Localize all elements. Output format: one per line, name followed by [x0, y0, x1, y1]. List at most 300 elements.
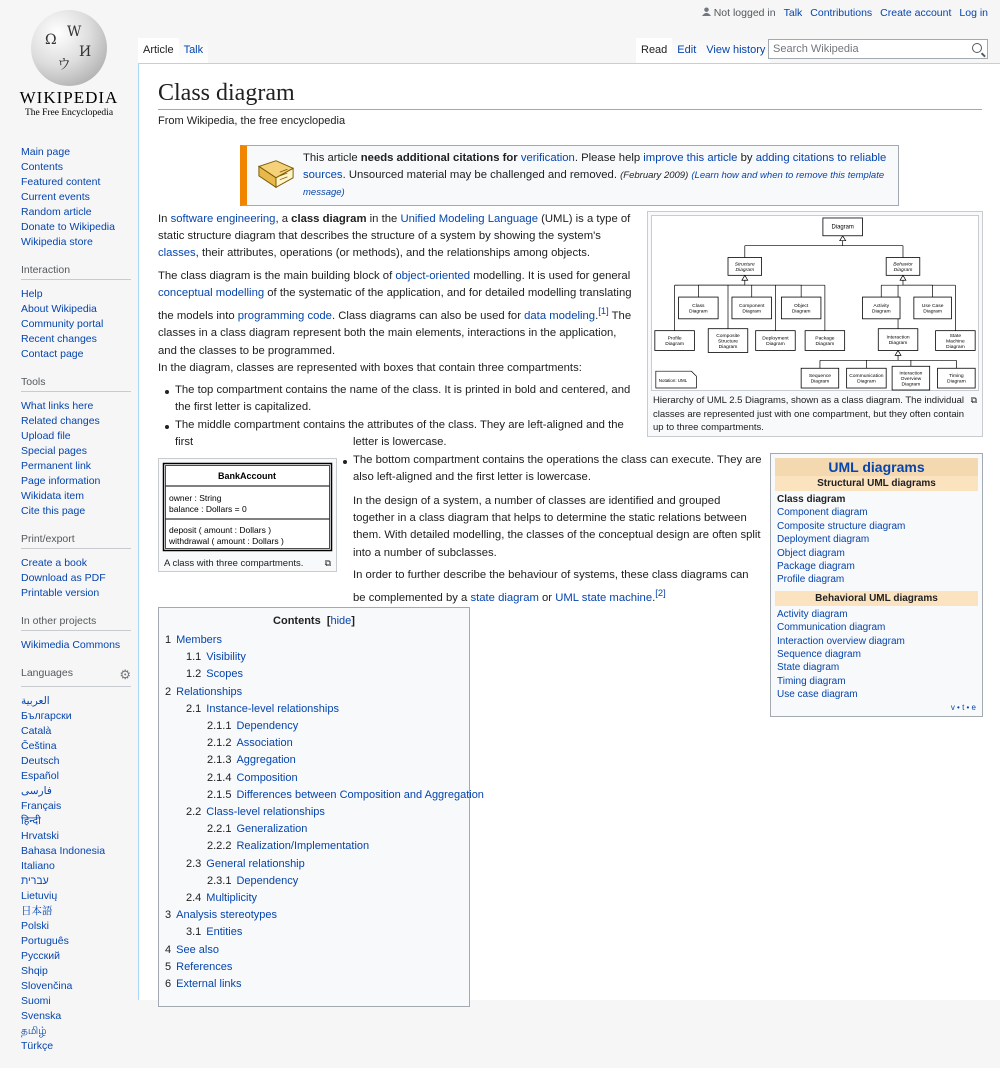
- navbox-item-structural-3[interactable]: [777, 533, 976, 546]
- search-input[interactable]: [768, 39, 988, 59]
- toc-number: 2.2.1: [207, 823, 232, 836]
- toc-item[interactable]: [165, 770, 463, 787]
- navbox-item-structural-1[interactable]: [777, 506, 976, 519]
- sidebar-item-language-link[interactable]: Български: [21, 710, 72, 722]
- sidebar-item-language-link[interactable]: Français: [21, 800, 62, 812]
- toc-text: Aggregation: [236, 754, 296, 767]
- thumbnail-caption: ⧉ Hierarchy of UML 2.5 Diagrams, shown as a class diagram. The individual classes are represented just with one compartment, but they often contain up to three compartments.: [653, 395, 977, 433]
- sidebar-item-language-link[interactable]: فارسی: [21, 785, 52, 797]
- link-object-oriented[interactable]: object-oriented: [395, 270, 471, 282]
- sidebar-item-nav-5[interactable]: [21, 220, 131, 235]
- toc-text: Multiplicity: [206, 892, 258, 905]
- navbox-item-behavioral-link[interactable]: Timing diagram: [777, 675, 846, 687]
- sidebar-item-language-link[interactable]: Español: [21, 770, 59, 782]
- class-attribute: owner : String: [169, 493, 222, 503]
- sidebar-item-interaction-0[interactable]: [21, 287, 131, 302]
- user-icon: [702, 7, 711, 16]
- content-area: [138, 63, 1000, 1000]
- tab-talk[interactable]: Talk: [179, 38, 209, 63]
- navbox-item-structural-link[interactable]: Composite structure diagram: [777, 520, 906, 532]
- toc-item[interactable]: [165, 684, 463, 701]
- toc-item[interactable]: [165, 907, 463, 924]
- sidebar-item-nav-link[interactable]: Current events: [21, 191, 90, 203]
- uml-node-label: Class: [692, 304, 705, 310]
- contributions-link[interactable]: Contributions: [810, 7, 873, 19]
- uml-hierarchy-thumbnail: [647, 211, 983, 437]
- sidebar-item-tools-link[interactable]: What links here: [21, 400, 94, 412]
- sidebar-item-print-0[interactable]: [21, 556, 131, 571]
- uml-node-label: Diagram: [742, 309, 762, 315]
- uml-node-label: Diagram: [888, 341, 908, 347]
- uml-node-label: Interaction: [899, 371, 923, 377]
- sidebar-item-project-link[interactable]: Wikimedia Commons: [21, 639, 121, 651]
- navbox-item-behavioral-link[interactable]: Activity diagram: [777, 608, 848, 620]
- uml-node-label: Structure: [717, 339, 739, 345]
- navbox-item-structural-6[interactable]: [777, 573, 976, 586]
- toc-link[interactable]: [186, 892, 257, 904]
- toc-item[interactable]: [165, 873, 463, 890]
- toc-number: 1: [165, 634, 172, 646]
- uml-node-label: Diagram: [901, 382, 921, 388]
- class-operation: withdrawal ( amount : Dollars ): [169, 536, 284, 546]
- print-heading: Print/export: [21, 533, 131, 549]
- toc-number: 1.2: [186, 668, 202, 681]
- sidebar: [21, 145, 131, 1068]
- uml-node-label: Diagram: [831, 224, 854, 231]
- sidebar-item-interaction-link[interactable]: Help: [21, 288, 43, 300]
- projects-heading: In other projects: [21, 615, 131, 631]
- class-attribute: balance : Dollars = 0: [169, 504, 247, 514]
- sidebar-item-print-link[interactable]: Printable version: [21, 587, 100, 599]
- sidebar-item-language-link[interactable]: Hrvatski: [21, 830, 59, 842]
- sidebar-item-interaction-1[interactable]: [21, 302, 131, 317]
- uml-node-label: Diagram: [871, 309, 891, 315]
- toc-item[interactable]: [165, 976, 463, 993]
- sidebar-item-language-10[interactable]: [21, 844, 131, 859]
- sidebar-item-interaction-3[interactable]: [21, 332, 131, 347]
- sidebar-item-language-9[interactable]: [21, 829, 131, 844]
- sidebar-item-language-link[interactable]: Lietuvių: [21, 890, 58, 902]
- toc-link[interactable]: [207, 875, 298, 887]
- toc-link[interactable]: [165, 978, 242, 990]
- sidebar-item-nav-0[interactable]: [21, 145, 131, 160]
- navbox-item-behavioral-1[interactable]: [777, 621, 976, 634]
- navbox-title[interactable]: UML diagrams: [775, 458, 978, 476]
- navbox-item-structural-5[interactable]: [777, 560, 976, 573]
- bullet-middle-compartment: The middle compartment contains the attributes of the class. They are left-aligned and the first: [175, 419, 624, 449]
- toc-number: 5: [165, 960, 172, 973]
- link-software-engineering[interactable]: software engineering: [170, 213, 276, 225]
- sidebar-item-language-4[interactable]: [21, 754, 131, 769]
- uml-node-label: Timing: [949, 374, 964, 380]
- link-state-diagram[interactable]: state diagram: [470, 591, 539, 604]
- toc-number: 3.1: [186, 926, 202, 939]
- toc-text: Entities: [206, 926, 243, 939]
- uml-node-label: Diagram: [689, 309, 708, 315]
- sidebar-item-language-link[interactable]: Shqip: [21, 965, 48, 977]
- toc-number: 2.1.1: [207, 720, 232, 733]
- sidebar-item-language-link[interactable]: Italiano: [21, 860, 55, 872]
- reference-2[interactable]: [2]: [655, 587, 666, 599]
- sidebar-item-language-20[interactable]: [21, 994, 131, 1009]
- improve-article-link[interactable]: improve this article: [643, 152, 738, 164]
- bullet-icon: [343, 460, 347, 464]
- toc-text: Analysis stereotypes: [176, 909, 278, 922]
- sidebar-item-tools-link[interactable]: Page information: [21, 475, 101, 487]
- navbox-item-behavioral-link[interactable]: Use case diagram: [777, 689, 858, 701]
- uml-node-label: Diagram: [815, 342, 835, 348]
- toc-heading: Contents [hide]: [273, 615, 355, 627]
- sidebar-item-print-1[interactable]: [21, 571, 131, 586]
- navbox-item-behavioral-link[interactable]: State diagram: [777, 662, 840, 674]
- toc-link[interactable]: [207, 754, 296, 766]
- toc-link[interactable]: [207, 737, 293, 749]
- toc-item[interactable]: [165, 718, 463, 735]
- toc-link[interactable]: [186, 858, 305, 870]
- toc-item[interactable]: [165, 838, 463, 855]
- sidebar-item-language-1[interactable]: [21, 709, 131, 724]
- sidebar-item-language-15[interactable]: [21, 919, 131, 934]
- sidebar-item-language-22[interactable]: [21, 1024, 131, 1039]
- toc-link[interactable]: [207, 789, 484, 801]
- sidebar-item-nav-2[interactable]: [21, 175, 131, 190]
- toc-link[interactable]: [207, 823, 307, 835]
- uml-node-label: Diagram: [665, 342, 684, 348]
- uml-node-label: Behavior: [893, 262, 913, 268]
- class-operation: deposit ( amount : Dollars ): [169, 525, 272, 535]
- sidebar-projects: [21, 615, 131, 653]
- sidebar-item-language-14[interactable]: [21, 904, 131, 919]
- bank-account-class-diagram[interactable]: [162, 462, 333, 552]
- sidebar-item-nav-6[interactable]: [21, 235, 131, 250]
- toc-item[interactable]: [165, 787, 484, 804]
- sidebar-item-language-11[interactable]: [21, 859, 131, 874]
- sidebar-item-language-link[interactable]: Svenska: [21, 1010, 62, 1022]
- table-of-contents: [158, 607, 484, 1007]
- navbox-item-behavioral-3[interactable]: [777, 648, 976, 661]
- generalization-arrow: [742, 275, 748, 280]
- toc-link[interactable]: [165, 634, 222, 646]
- link-data-modeling[interactable]: data modeling: [524, 310, 596, 323]
- toc-item[interactable]: [165, 924, 463, 941]
- sidebar-item-tools-1[interactable]: [21, 414, 131, 429]
- navbox-group-behavioral: Behavioral UML diagrams: [775, 591, 978, 606]
- link-uml[interactable]: Unified Modeling Language: [400, 213, 538, 225]
- navbox-item-behavioral-2[interactable]: [777, 635, 976, 648]
- toc-link[interactable]: [165, 686, 242, 698]
- sidebar-item-language-21[interactable]: [21, 1009, 131, 1024]
- navbox-item-behavioral-link[interactable]: Communication diagram: [777, 622, 886, 634]
- uml-node-label: Structure: [734, 262, 755, 268]
- navbox-vte-links[interactable]: v • t • e: [950, 703, 976, 712]
- link-classes[interactable]: classes: [158, 247, 196, 260]
- intro-paragraph-1: In software engineering, a class diagram in the Unified Modeling Language (UML) is a type of static structure diagram that describes the structure of a system by showing the system's classes, their attributes, operations (or methods), and the relationships among objects.: [158, 213, 631, 260]
- toc-text: External links: [176, 978, 242, 991]
- languages-heading: Languages ⚙: [21, 667, 131, 687]
- sidebar-item-interaction-link[interactable]: Recent changes: [21, 333, 97, 345]
- toc-number: 3: [165, 909, 172, 922]
- paragraph-behaviour: In order to further describe the behaviour of systems, these class diagrams can be complemented by a state diagram or UML state machine.[2]: [353, 569, 749, 604]
- toc-link[interactable]: [207, 772, 298, 784]
- toc-link[interactable]: [186, 703, 339, 715]
- sidebar-item-interaction-link[interactable]: Community portal: [21, 318, 104, 330]
- sidebar-item-language-link[interactable]: Türkçe: [21, 1040, 54, 1052]
- uml-node-label: Diagram: [810, 379, 830, 385]
- sidebar-item-language-3[interactable]: [21, 739, 131, 754]
- sidebar-item-language-16[interactable]: [21, 934, 131, 949]
- navbox-item-behavioral-link[interactable]: Sequence diagram: [777, 649, 861, 661]
- toc-hide-toggle[interactable]: hide: [330, 615, 352, 627]
- navbox-item-structural-link[interactable]: Component diagram: [777, 507, 868, 519]
- sidebar-item-tools-link[interactable]: Special pages: [21, 445, 87, 457]
- sidebar-item-language-link[interactable]: Polski: [21, 920, 50, 932]
- uml-node-label: Diagram: [735, 267, 755, 273]
- logo-tagline: The Free Encyclopedia: [24, 108, 114, 118]
- create-account-link[interactable]: Create account: [880, 7, 952, 19]
- sidebar-item-print-2[interactable]: [21, 586, 131, 601]
- toc-text: Dependency: [236, 874, 299, 887]
- sidebar-item-language-link[interactable]: Bahasa Indonesia: [21, 845, 106, 857]
- navbox-item-structural-link[interactable]: Package diagram: [777, 561, 855, 573]
- sidebar-item-interaction-link[interactable]: About Wikipedia: [21, 303, 97, 315]
- toc-text: Visibility: [206, 651, 246, 664]
- toc-item[interactable]: [165, 632, 463, 649]
- sidebar-item-nav-link[interactable]: Contents: [21, 161, 64, 173]
- toc-text: Differences between Composition and Aggregation: [236, 788, 484, 801]
- sidebar-item-nav-link[interactable]: Random article: [21, 206, 92, 218]
- search-icon[interactable]: [972, 43, 982, 53]
- sidebar-item-nav-4[interactable]: [21, 205, 131, 220]
- sidebar-item-interaction-2[interactable]: [21, 317, 131, 332]
- navbox-item-structural-2[interactable]: [777, 520, 976, 533]
- enlarge-icon[interactable]: ⧉: [970, 395, 977, 405]
- view-tabs: [636, 38, 770, 63]
- sidebar-item-tools-6[interactable]: [21, 489, 131, 504]
- toc-link[interactable]: [186, 651, 246, 663]
- sidebar-item-language-23[interactable]: [21, 1039, 131, 1054]
- navbox-item-structural-link[interactable]: Deployment diagram: [777, 534, 870, 546]
- interaction-heading: Interaction: [21, 264, 131, 280]
- sidebar-item-nav-1[interactable]: [21, 160, 131, 175]
- toc-link[interactable]: [186, 806, 325, 818]
- sidebar-item-language-link[interactable]: 日本語: [21, 905, 53, 917]
- toc-number: 2.1.3: [207, 754, 232, 767]
- sidebar-item-language-6[interactable]: [21, 784, 131, 799]
- sidebar-item-language-link[interactable]: हिन्दी: [21, 815, 41, 827]
- toc-item[interactable]: [165, 735, 463, 752]
- sidebar-item-language-link[interactable]: Deutsch: [21, 755, 60, 767]
- navbox-item-structural-link[interactable]: Class diagram: [777, 494, 846, 505]
- sidebar-item-tools-link[interactable]: Cite this page: [21, 505, 86, 517]
- gear-icon[interactable]: ⚙: [119, 667, 131, 682]
- verification-link[interactable]: verification: [520, 152, 575, 164]
- toc-number: 2.3.1: [207, 874, 232, 887]
- bullet-icon: [165, 425, 169, 429]
- uml-node-label: Package: [815, 336, 835, 342]
- sidebar-item-language-link[interactable]: Русский: [21, 950, 60, 962]
- uml-node-label: State: [949, 333, 962, 339]
- sidebar-item-language-17[interactable]: [21, 949, 131, 964]
- sidebar-item-nav-link[interactable]: Wikipedia store: [21, 236, 93, 248]
- intro-paragraph-2: The class diagram is the main building block of object-oriented modelling. It is used for general conceptual modelling of the systematic of the application, and for detailed modelling translating the models into programming code. Class diagrams can also be used for data modeling.[1] The classes in a class diagram represent both the main elements, interactions in the application, and the classes to be programmed.: [158, 270, 632, 357]
- sidebar-item-tools-2[interactable]: [21, 429, 131, 444]
- sidebar-item-language-link[interactable]: தமிழ்: [21, 1025, 47, 1037]
- sidebar-item-tools-4[interactable]: [21, 459, 131, 474]
- toc-text: Generalization: [236, 823, 308, 836]
- toc-item[interactable]: [165, 821, 463, 838]
- sidebar-item-nav-3[interactable]: [21, 190, 131, 205]
- navbox-item-structural-link[interactable]: Object diagram: [777, 547, 845, 559]
- link-uml-state-machine[interactable]: UML state machine: [555, 591, 653, 604]
- tab-read[interactable]: Read: [636, 38, 672, 63]
- sidebar-item-language-link[interactable]: Català: [21, 725, 52, 737]
- toc-link[interactable]: [165, 961, 232, 973]
- toc-item[interactable]: [165, 890, 463, 907]
- uml-node-label: Profile: [667, 336, 682, 342]
- sidebar-item-language-7[interactable]: [21, 799, 131, 814]
- toc-text: References: [176, 960, 233, 973]
- sidebar-item-language-2[interactable]: [21, 724, 131, 739]
- sidebar-item-language-19[interactable]: [21, 979, 131, 994]
- sidebar-item-language-0[interactable]: [21, 694, 131, 709]
- puzzle-globe-icon: Ω W И ウ: [31, 10, 107, 86]
- generalization-arrow: [895, 350, 901, 355]
- sidebar-item-print-link[interactable]: Create a book: [21, 557, 87, 569]
- sidebar-item-interaction-4[interactable]: [21, 347, 131, 362]
- toc-text: Members: [176, 634, 222, 646]
- tools-heading: Tools: [21, 376, 131, 392]
- log-in-link[interactable]: Log in: [959, 7, 988, 19]
- wikipedia-logo[interactable]: [14, 10, 124, 125]
- sidebar-item-tools-5[interactable]: [21, 474, 131, 489]
- sidebar-item-language-link[interactable]: Čeština: [21, 740, 57, 752]
- toc-link[interactable]: [165, 909, 277, 921]
- uml-node-label: Machine: [946, 339, 965, 345]
- sidebar-item-nav-link[interactable]: Main page: [21, 146, 71, 158]
- navbox-item-behavioral-0[interactable]: [777, 608, 976, 621]
- class-name: BankAccount: [217, 471, 277, 481]
- sidebar-item-nav-link[interactable]: Featured content: [21, 176, 101, 188]
- sidebar-item-tools-link[interactable]: Related changes: [21, 415, 100, 427]
- sidebar-item-language-5[interactable]: [21, 769, 131, 784]
- toc-number: 2: [165, 685, 172, 698]
- toc-item[interactable]: [165, 856, 463, 873]
- toc-item[interactable]: [165, 942, 463, 959]
- sidebar-item-language-12[interactable]: [21, 874, 131, 889]
- sidebar-item-language-8[interactable]: [21, 814, 131, 829]
- sidebar-item-language-13[interactable]: [21, 889, 131, 904]
- sidebar-item-print-link[interactable]: Download as PDF: [21, 572, 106, 584]
- uml-node-label: Sequence: [808, 374, 832, 380]
- sidebar-print: [21, 533, 131, 601]
- sidebar-item-language-18[interactable]: [21, 964, 131, 979]
- tab-article[interactable]: Article: [138, 38, 179, 63]
- toc-item[interactable]: [165, 959, 463, 976]
- sidebar-item-tools-7[interactable]: [21, 504, 131, 519]
- toc-item[interactable]: [165, 649, 463, 666]
- uml-node-label: Diagram: [923, 309, 942, 315]
- link-conceptual-modelling[interactable]: conceptual modelling: [158, 287, 265, 300]
- navbox-item-behavioral-5[interactable]: [777, 675, 976, 688]
- navbox-item-behavioral-4[interactable]: [777, 661, 976, 674]
- navbox-group-structural: Structural UML diagrams: [775, 476, 978, 491]
- sidebar-item-language-link[interactable]: Suomi: [21, 995, 51, 1007]
- toc-link[interactable]: [186, 926, 242, 938]
- bullet-bottom-compartment: The bottom compartment contains the operations the class can execute. They are also left-aligned and the first letter is lowercase.: [353, 454, 762, 484]
- uml-node-label: Deployment: [762, 336, 789, 342]
- uml-node-label: Interaction: [886, 335, 910, 341]
- sidebar-item-language-link[interactable]: Slovenčina: [21, 980, 73, 992]
- uml-node-label: Communication: [849, 374, 884, 380]
- toc-item[interactable]: [165, 804, 463, 821]
- sidebar-item-tools-link[interactable]: Upload file: [21, 430, 71, 442]
- reference-1[interactable]: [1]: [598, 305, 609, 317]
- sidebar-item-language-link[interactable]: עברית: [21, 875, 49, 887]
- personal-tools: [702, 7, 988, 19]
- logo-wordmark: WIKIPEDIA: [19, 88, 119, 107]
- search-placeholder: Search Wikipedia: [773, 43, 859, 55]
- sidebar-item-tools-3[interactable]: [21, 444, 131, 459]
- toc-item[interactable]: [165, 752, 463, 769]
- page-title: Class diagram: [158, 80, 982, 110]
- toc-link[interactable]: [186, 668, 243, 680]
- toc-text: Composition: [236, 771, 298, 784]
- toc-text: Realization/Implementation: [236, 840, 370, 853]
- navbox-item-structural-0[interactable]: [777, 493, 976, 506]
- toc-link[interactable]: [207, 720, 298, 732]
- toc-link[interactable]: [165, 944, 219, 956]
- toc-item[interactable]: [165, 701, 463, 718]
- navbox-item-structural-4[interactable]: [777, 547, 976, 560]
- link-programming-code[interactable]: programming code: [237, 310, 332, 323]
- sidebar-item-tools-link[interactable]: Wikidata item: [21, 490, 85, 502]
- uml-node-label: Diagram: [946, 344, 965, 350]
- namespace-tabs: [138, 38, 208, 63]
- toc-number: 2.3: [186, 857, 202, 870]
- toc-link[interactable]: [207, 840, 369, 852]
- sidebar-item-nav-link[interactable]: Donate to Wikipedia: [21, 221, 115, 233]
- navbox-item-behavioral-link[interactable]: Interaction overview diagram: [777, 635, 905, 647]
- tab-view-history[interactable]: View history: [701, 38, 770, 63]
- remove-template-link[interactable]: (Learn how and when to remove this template message): [303, 170, 885, 198]
- uml-node-label: Diagram: [791, 309, 811, 315]
- uml-hierarchy-diagram[interactable]: [651, 215, 979, 391]
- toc-text: Association: [236, 737, 293, 750]
- toc-text: See also: [176, 943, 219, 956]
- sidebar-item-project-0[interactable]: [21, 638, 131, 653]
- sidebar-item-interaction-link[interactable]: Contact page: [21, 348, 84, 360]
- citation-notice: This article needs additional citations for verification. Please help improve this article by adding citations to reliable sources. Unsourced material may be challenged and removed. (February 2009) (Learn how and when to remove this template message): [240, 145, 899, 206]
- navbox-item-behavioral-6[interactable]: [777, 688, 976, 701]
- enlarge-icon[interactable]: ⧉: [324, 558, 331, 568]
- sidebar-item-tools-link[interactable]: Permanent link: [21, 460, 92, 472]
- paragraph-design: In the design of a system, a number of classes are identified and grouped together in a class diagram that helps to determine the static relations between them. With detailed modelling, the classes of the conceptual design are often split into a number of subclasses.: [353, 495, 761, 559]
- sidebar-tools: [21, 376, 131, 519]
- bank-account-thumbnail: [158, 458, 337, 572]
- bullet-middle-compartment-cont: letter is lowercase.: [353, 436, 447, 448]
- uml-node-label: Diagram: [766, 342, 785, 348]
- tab-edit[interactable]: Edit: [672, 38, 701, 63]
- uml-node-label: Diagram: [857, 379, 876, 385]
- sidebar-item-language-link[interactable]: العربية: [21, 695, 50, 707]
- navbox-item-structural-link[interactable]: Profile diagram: [777, 574, 845, 586]
- sidebar-item-language-link[interactable]: Português: [21, 935, 69, 947]
- sidebar-item-tools-0[interactable]: [21, 399, 131, 414]
- adding-citations-link[interactable]: adding citations to reliable sources: [303, 152, 887, 181]
- uml-node-label: Overview: [900, 376, 922, 382]
- toc-item[interactable]: [165, 666, 463, 683]
- talk-link[interactable]: Talk: [783, 7, 803, 19]
